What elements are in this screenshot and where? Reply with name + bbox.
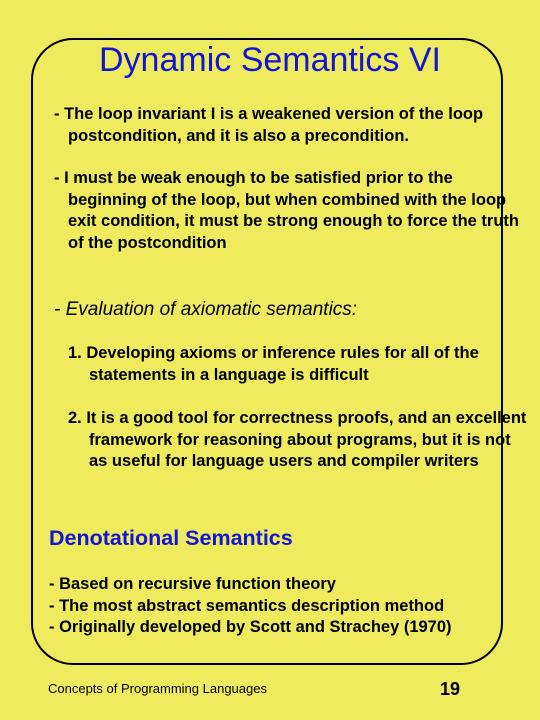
slide-title: Dynamic Semantics VI bbox=[99, 41, 441, 79]
list-item: - Originally developed by Scott and Strachey (1970) bbox=[49, 618, 452, 636]
page-number: 19 bbox=[440, 679, 461, 699]
loop-invariant-paragraph: - The loop invariant I is a weakened version of the loop postcondition, and it is also a precondition. bbox=[54, 105, 484, 145]
evaluation-item-2: 2. It is a good tool for correctness proofs, and an excellent framework for reasoning about programs, but it is not as useful for language users and compiler writers bbox=[68, 409, 527, 470]
weak-enough-paragraph: - I must be weak enough to be satisfied prior to the beginning of the loop, but when combined with the loop exit condition, it must be strong enough to force the truth of the postcondition bbox=[54, 169, 519, 252]
evaluation-heading: - Evaluation of axiomatic semantics: bbox=[54, 299, 358, 320]
list-item: - The most abstract semantics description method bbox=[49, 596, 445, 615]
list-item: - Based on recursive function theory bbox=[49, 575, 336, 593]
evaluation-item-1: 1. Developing axioms or inference rules for all of the statements in a language is difficult bbox=[68, 344, 479, 384]
denotational-subtitle: Denotational Semantics bbox=[49, 526, 293, 550]
denotational-list bbox=[49, 574, 509, 639]
footer-book-title: Concepts of Programming Languages bbox=[48, 681, 267, 696]
